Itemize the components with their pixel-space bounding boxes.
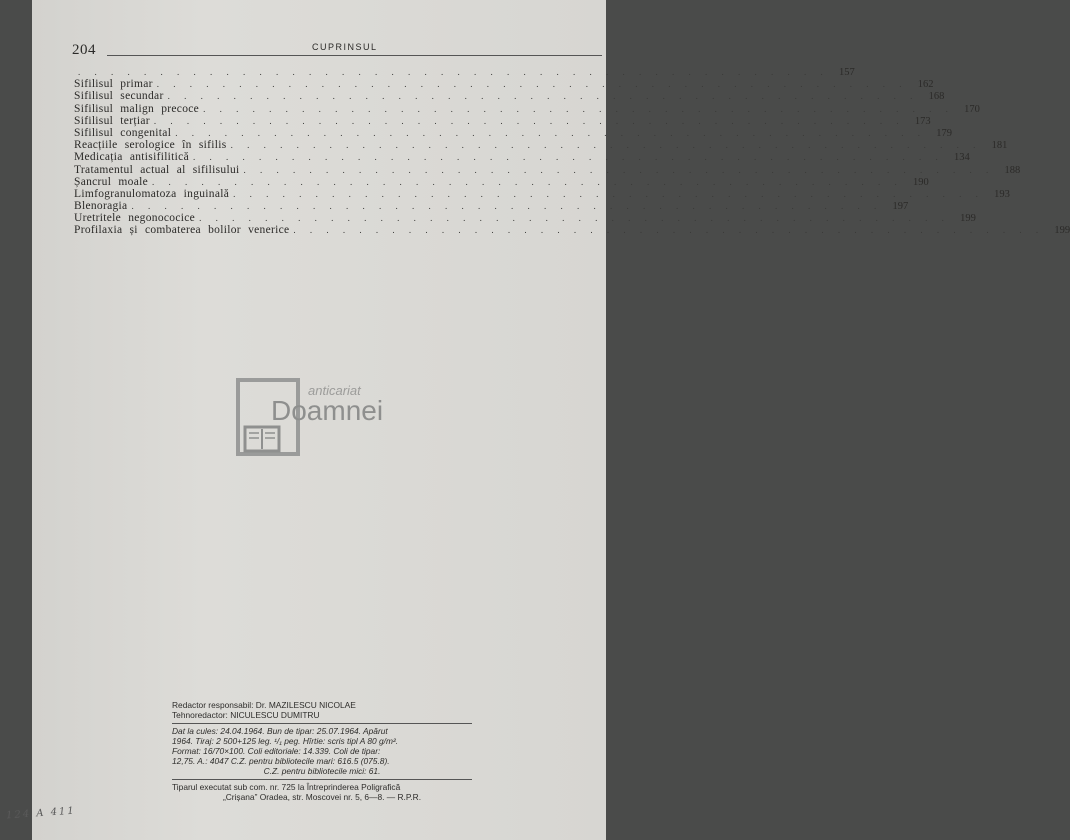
toc-entry <box>74 90 945 103</box>
toc-entry <box>74 212 976 225</box>
imprint-block <box>172 700 472 802</box>
toc-entry-page: 157 <box>839 67 855 78</box>
toc-entry-page: 173 <box>914 115 931 127</box>
toc-entry-title: Sifilisul terțiar <box>74 114 150 127</box>
toc-entry <box>74 102 980 115</box>
toc-entry-title: Sifilisul malign precoce <box>74 102 200 115</box>
technical-editor: Tehnoredactor: NICULESCU DUMITRU <box>172 710 320 720</box>
toc-leader-dots: . . . . . . . . . . . . . . . . . . . . . . . . . . . . . . . . . . . . . . . . . . . . . . <box>293 225 1045 236</box>
imprint-detail-line: Format: 16/70×100. Coli editoriale: 14.339. Coli de tipar: <box>172 746 381 756</box>
toc-leader-dots: . . . . . . . . . . . . . . . . . . . . . . . . . . . . . . . . . . . . . . . . . . . . . . <box>153 115 905 126</box>
toc-entry-page: 193 <box>994 188 1010 200</box>
printer-line: Tiparul executat sub com. nr. 725 la Întreprinderea Poligrafică <box>172 782 401 792</box>
toc-entry-page: 181 <box>991 140 1008 152</box>
toc-entry-page: 170 <box>964 103 980 115</box>
toc-entry-page: 190 <box>913 176 929 188</box>
toc-entry-page: 134 <box>953 152 970 164</box>
toc-entry-page: 188 <box>1004 164 1021 176</box>
toc-entry-title: Șancrul moale <box>74 175 149 188</box>
toc-entry <box>74 163 1021 176</box>
toc-entry-page: 168 <box>928 91 945 103</box>
toc-entry <box>74 126 952 139</box>
imprint-detail-line: 1964. Tiraj: 2 500+125 leg. ¹/₁ peg. Hîrtie: scris tipl A 80 g/m². <box>172 736 399 746</box>
toc-entry-title: Reacțiile serologice în sifilis <box>74 139 227 152</box>
toc-leader-dots: . . . . . . . . . . . . . . . . . . . . . . . . . . . . . . . . . . . . . . . . . . . . . . <box>78 67 829 77</box>
imprint-detail-line: Dat la cules: 24.04.1964. Bun de tipar: 25.07.1964. Apărut <box>172 726 388 736</box>
toc-entry <box>74 66 855 78</box>
toc-entry-page: 199 <box>1054 225 1070 237</box>
toc-leader-dots: . . . . . . . . . . . . . . . . . . . . . . . . . . . . . . . . . . . . . . . . . . . . . . <box>203 103 954 114</box>
toc-entry-title: Medicația antisifilitică <box>74 151 189 164</box>
watermark-big-text: Doamnei <box>271 395 384 426</box>
toc-leader-dots: . . . . . . . . . . . . . . . . . . . . . . . . . . . . . . . . . . . . . . . . . . . . . . <box>243 164 995 175</box>
watermark-small-text: anticariat <box>308 383 361 398</box>
toc-entry-page: 179 <box>936 127 952 139</box>
toc-entry-title: Blenoragia <box>74 200 128 213</box>
toc-entry <box>74 139 1008 152</box>
table-of-contents <box>74 66 1070 237</box>
toc-entry <box>74 187 1010 200</box>
toc-entry-page: 199 <box>960 213 976 225</box>
toc-leader-dots: . . . . . . . . . . . . . . . . . . . . . . . . . . . . . . . . . . . . . . . . . . . . . . <box>192 152 944 163</box>
page-header <box>72 40 602 58</box>
toc-entry <box>74 114 931 127</box>
toc-entry <box>74 200 909 213</box>
responsible-editor: Redactor responsabil: Dr. MAZILESCU NICOLAE <box>172 700 356 710</box>
toc-leader-dots: . . . . . . . . . . . . . . . . . . . . . . . . . . . . . . . . . . . . . . . . . . . . . . <box>156 79 908 90</box>
toc-leader-dots: . . . . . . . . . . . . . . . . . . . . . . . . . . . . . . . . . . . . . . . . . . . . . . <box>167 91 919 102</box>
toc-leader-dots: . . . . . . . . . . . . . . . . . . . . . . . . . . . . . . . . . . . . . . . . . . . . . . <box>233 188 984 199</box>
toc-leader-dots: . . . . . . . . . . . . . . . . . . . . . . . . . . . . . . . . . . . . . . . . . . . . . . <box>131 201 883 212</box>
toc-entry-page: 162 <box>917 79 934 91</box>
toc-entry <box>74 151 970 164</box>
book-page <box>32 0 1070 840</box>
header-rule <box>107 55 602 56</box>
toc-leader-dots: . . . . . . . . . . . . . . . . . . . . . . . . . . . . . . . . . . . . . . . . . . . . . . <box>199 213 950 224</box>
toc-leader-dots: . . . . . . . . . . . . . . . . . . . . . . . . . . . . . . . . . . . . . . . . . . . . . . <box>152 176 903 187</box>
handwritten-note: 124 A 411 <box>5 805 77 822</box>
imprint-rule <box>172 779 472 780</box>
page-number: 204 <box>72 42 96 58</box>
toc-entry <box>74 175 929 188</box>
toc-entry-title: Sifilisul congenital <box>74 126 172 139</box>
toc-entry <box>74 78 934 91</box>
toc-leader-dots: . . . . . . . . . . . . . . . . . . . . . . . . . . . . . . . . . . . . . . . . . . . . . . <box>175 127 926 138</box>
toc-leader-dots: . . . . . . . . . . . . . . . . . . . . . . . . . . . . . . . . . . . . . . . . . . . . . . <box>230 140 982 151</box>
toc-entry-title: Sifilisul primar <box>74 78 153 91</box>
toc-entry-page: 197 <box>892 201 909 213</box>
printer-line: „Crișana” Oradea, str. Moscovei nr. 5, 6—8. — R.P.R. <box>222 792 422 802</box>
toc-entry <box>74 224 1070 237</box>
toc-entry-title: Uretritele negonococice <box>74 212 196 225</box>
toc-entry-title: Limfogranulomatoza inguinală <box>74 187 230 200</box>
imprint-detail-line: C.Z. pentru bibliotecile mici: 61. <box>263 766 381 776</box>
watermark <box>235 377 425 462</box>
running-title: CUPRINSUL <box>312 42 378 52</box>
toc-entry-title: Tratamentul actual al sifilisului <box>74 163 240 176</box>
imprint-detail-line: 12,75. A.: 4047 C.Z. pentru bibliotecile mari: 616.5 (075.8). <box>172 756 390 766</box>
toc-entry-title: Profilaxia și combaterea bolilor venerice <box>74 224 290 237</box>
toc-entry-title: Sifilisul secundar <box>74 90 164 103</box>
imprint-rule <box>172 723 472 724</box>
